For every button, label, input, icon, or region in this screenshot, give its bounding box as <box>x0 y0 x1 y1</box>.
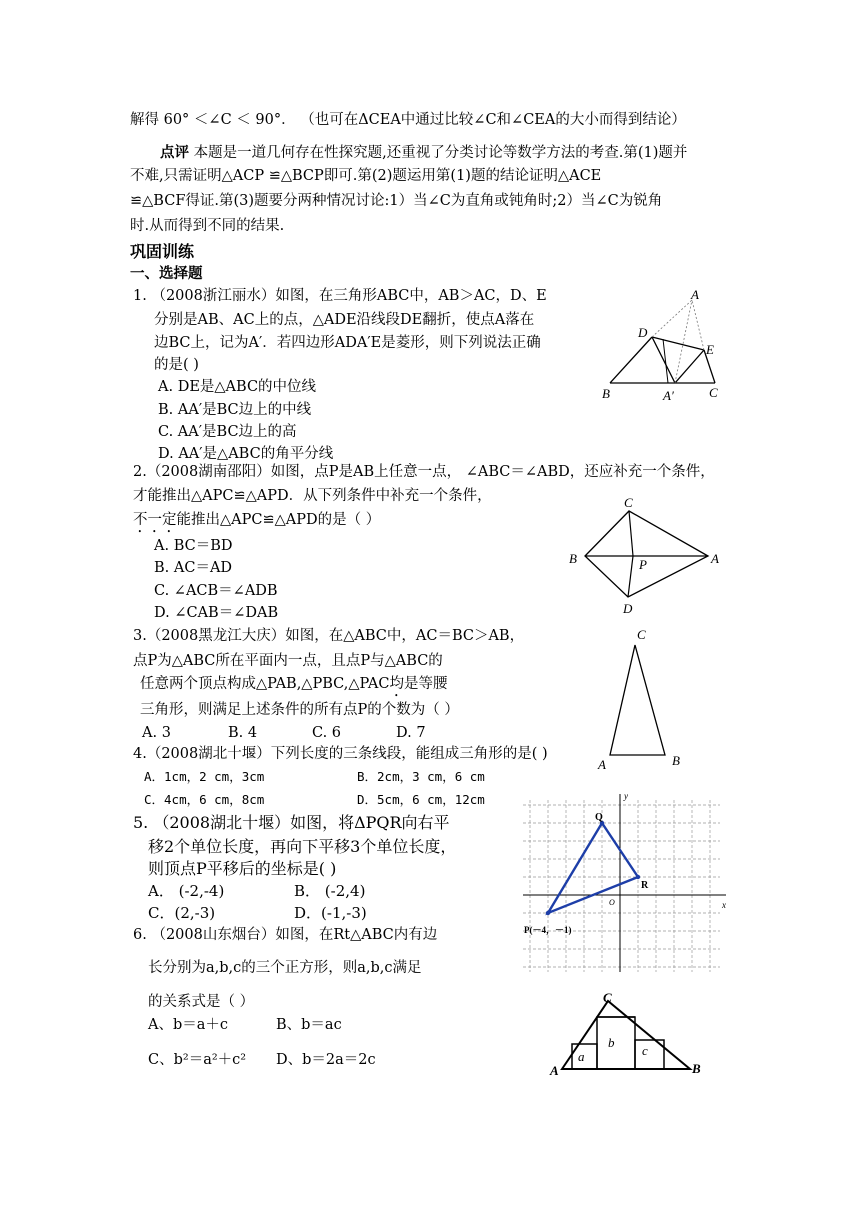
q6-fig-label-c: C <box>603 990 612 1005</box>
q6-line-3: 的关系式是（ ） <box>148 994 255 1010</box>
q2-fig-label-b: B <box>569 551 577 566</box>
q3-line-3 <box>140 674 447 700</box>
q3-emphasis: 均 <box>389 676 404 692</box>
comment-label: 点评 <box>160 144 189 161</box>
q5-option-a[interactable]: A． (-2,-4) <box>148 882 225 900</box>
q1-line-3: 边BC上，记为A′．若四边形ADA′E是菱形，则下列说法正确 <box>154 335 541 351</box>
q3-option-c[interactable]: C. 6 <box>312 725 342 741</box>
q5-fig-label-p: P(－4，－1) <box>524 925 572 935</box>
q4-option-c[interactable]: C．4cm，6 cm，8cm <box>144 792 265 807</box>
q1-fig-label-c: C <box>709 385 718 400</box>
q2-option-b[interactable]: B. AC＝AD <box>154 560 233 576</box>
q1-line-1: 1. （2008浙江丽水）如图，在三角形ABC中，AB＞AC，D、E <box>133 288 547 304</box>
comment-text-1: 本题是一道几何存在性探究题,还重视了分类讨论等数学方法的考查.第(1)题并 <box>193 145 688 161</box>
q3-line-3-post: 是等腰 <box>403 676 448 692</box>
q1-figure <box>600 287 730 405</box>
q4-option-d[interactable]: D．5cm，6 cm，12cm <box>357 792 485 807</box>
comment-line-3: ≌△BCF得证.第(3)题要分两种情况讨论:1）当∠C为直角或钝角时;2）当∠C为锐角 <box>130 193 663 209</box>
solution-line: 解得 60° ＜∠C ＜ 90°． （也可在ΔCEA中通过比较∠C和∠CEA的大小而得到结论） <box>130 112 686 128</box>
q3-figure <box>595 625 695 775</box>
q5-fig-label-r: R <box>641 880 649 891</box>
q3-option-d[interactable]: D. 7 <box>396 725 426 741</box>
q3-line-3-pre: 任意两个顶点构成△PAB,△PBC,△PAC <box>140 676 390 692</box>
q2-option-c[interactable]: C. ∠ACB＝∠ADB <box>154 583 278 599</box>
q4-option-b[interactable]: B．2cm，3 cm，6 cm <box>357 769 485 784</box>
q2-line-1: 2.（2008湖南邵阳）如图，点P是AB上任意一点， ∠ABC＝∠ABD，还应补充一个条件， <box>133 464 715 480</box>
q1-fig-label-a: A <box>691 287 699 302</box>
q2-fig-label-a: A <box>711 551 719 566</box>
q1-fig-label-a1: A′ <box>663 388 674 403</box>
q5-fig-label-q: Q <box>595 812 603 823</box>
q5-line-1: 5. （2008湖北十堰）如图，将ΔPQR向右平 <box>133 813 450 832</box>
comment-line-2: 不难,只需证明△ACP ≌△BCP即可.第(2)题运用第(1)题的结论证明△ACE <box>130 168 602 184</box>
q5-figure <box>520 790 735 975</box>
q4-line-1: 4.（2008湖北十堰）下列长度的三条线段，能组成三角形的是( ) <box>133 746 548 762</box>
q6-option-d[interactable]: D、b＝2a＝2c <box>276 1052 376 1068</box>
q3-line-2: 点P为△ABC所在平面内一点，且点P与△ABC的 <box>133 653 443 669</box>
q3-fig-label-c: C <box>637 627 646 642</box>
q6-fig-label-a: A <box>550 1063 559 1078</box>
q1-fig-label-e: E <box>706 342 714 357</box>
q5-fig-origin: O <box>609 898 615 907</box>
q6-option-b[interactable]: B、b＝ac <box>276 1017 342 1033</box>
q2-line-3 <box>133 510 380 536</box>
q2-fig-label-d: D <box>623 601 633 616</box>
q3-fig-label-a: A <box>598 757 606 772</box>
q2-line-2: 才能推出△APC≌△APD．从下列条件中补充一个条件， <box>133 488 492 504</box>
q6-fig-label-a-side: a <box>578 1049 585 1064</box>
q5-option-d[interactable]: D．(-1,-3) <box>294 904 367 922</box>
q5-line-3: 则顶点P平移后的坐标是( ) <box>148 859 337 878</box>
q5-option-b[interactable]: B． (-2,4) <box>294 882 366 900</box>
q5-fig-x-label: x <box>722 900 726 910</box>
q6-fig-label-c-side: c <box>642 1043 648 1058</box>
q5-option-c[interactable]: C．(2,-3) <box>148 904 216 922</box>
q5-fig-y-label: y <box>624 791 628 801</box>
q2-fig-label-c: C <box>624 495 633 510</box>
q3-option-a[interactable]: A. 3 <box>142 725 171 741</box>
q2-emphasis: 不一定 <box>133 512 177 528</box>
q6-figure <box>548 990 708 1080</box>
q3-line-4: 三角形，则满足上述条件的所有点P的个数为（ ） <box>140 702 459 718</box>
q6-line-1: 6. （2008山东烟台）如图，在Rt△ABC内有边 <box>133 927 438 943</box>
q1-line-4: 的是( ) <box>154 357 199 373</box>
q6-option-a[interactable]: A、b＝a＋c <box>148 1017 229 1033</box>
q2-option-a[interactable]: A. BC＝BD <box>154 538 233 554</box>
subsection-title: 一、选择题 <box>130 266 203 282</box>
comment-line-4: 时.从而得到不同的结果. <box>130 218 285 234</box>
q1-line-2: 分别是AB、AC上的点，△ADE沿线段DE翻折，使点A落在 <box>154 312 535 328</box>
q1-option-c[interactable]: C. AA′是BC边上的高 <box>158 424 297 440</box>
q4-option-a[interactable]: A．1cm，2 cm，3cm <box>144 769 265 784</box>
q1-fig-label-d: D <box>638 325 648 340</box>
q3-line-1: 3.（2008黑龙江大庆）如图，在△ABC中，AC＝BC＞AB， <box>133 628 525 644</box>
q1-option-a[interactable]: A. DE是△ABC的中位线 <box>158 379 317 395</box>
q2-option-d[interactable]: D. ∠CAB＝∠DAB <box>154 605 279 621</box>
q6-fig-label-b: B <box>692 1061 701 1076</box>
section-title: 巩固训练 <box>130 242 195 261</box>
comment-line-1 <box>160 143 687 163</box>
q3-fig-label-b: B <box>672 753 680 768</box>
q2-fig-label-p: P <box>639 557 647 572</box>
q3-option-b[interactable]: B. 4 <box>228 725 258 741</box>
q6-line-2: 长分别为a,b,c的三个正方形，则a,b,c满足 <box>148 960 422 976</box>
q1-option-b[interactable]: B. AA′是BC边上的中线 <box>158 402 312 418</box>
q1-option-d[interactable]: D. AA′是△ABC的角平分线 <box>158 446 334 462</box>
q2-line-3-rest: 能推出△APC≌△APD的是（ ） <box>176 512 381 528</box>
q1-fig-label-b: B <box>602 386 610 401</box>
q6-option-c[interactable]: C、b²＝a²＋c² <box>148 1052 247 1068</box>
q2-figure <box>565 495 725 620</box>
q5-line-2: 移2个单位长度，再向下平移3个单位长度， <box>148 837 457 856</box>
q6-fig-label-b-side: b <box>608 1035 615 1050</box>
